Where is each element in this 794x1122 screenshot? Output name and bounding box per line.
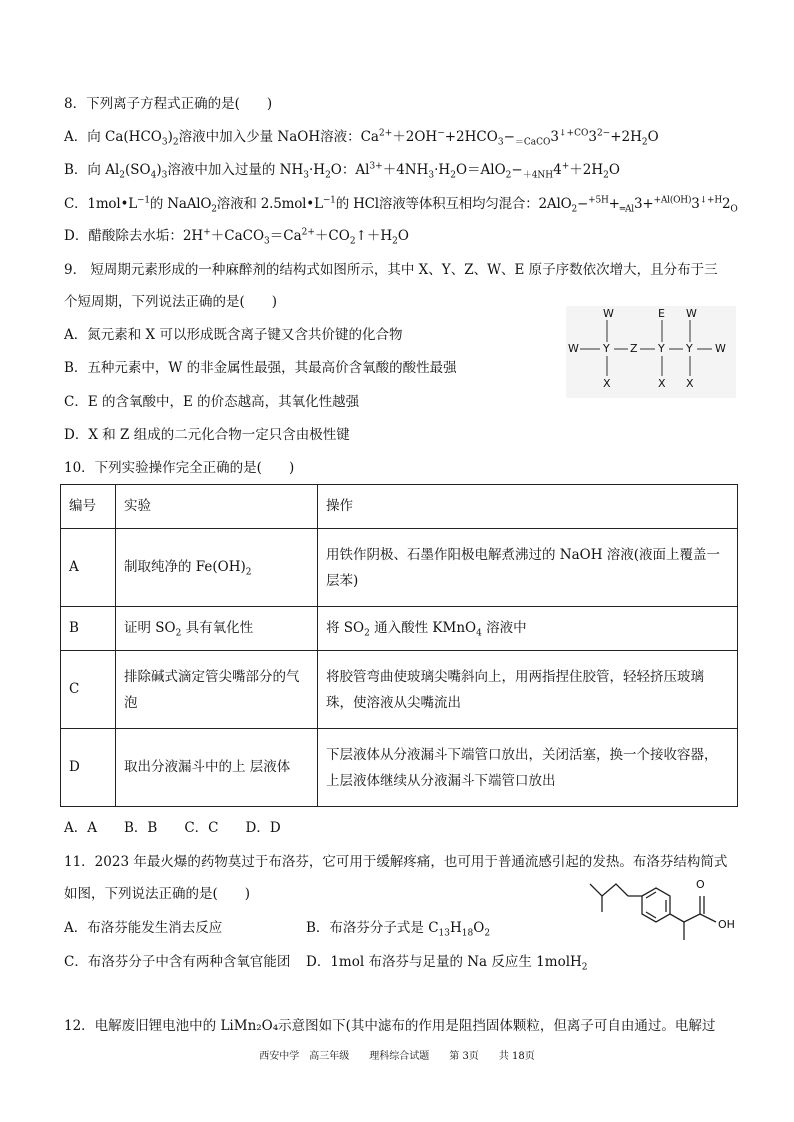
table-row — [61, 729, 738, 807]
row-b-op: 将 $SO_2$ 通入酸性 KMnO$_4$ 溶液中 — [318, 607, 738, 651]
q11-option-a: A．布洛芬能发生消去反应 — [64, 920, 223, 936]
atom-z: Z — [630, 342, 638, 355]
table-row — [61, 607, 738, 651]
q9-option-a: A．氮元素和 X 可以形成既含离子键又含共价键的化合物 — [64, 327, 403, 343]
q9-option-d: D．X 和 Z 组成的二元化合物一定只含由极性键 — [64, 427, 350, 443]
atom-w-top1: W — [603, 307, 614, 320]
atom-e-top: E — [658, 307, 665, 320]
row-b-id: B — [61, 607, 116, 651]
q10-table — [60, 484, 738, 807]
table-row — [61, 529, 738, 607]
row-c-id: C — [61, 651, 116, 729]
structure-bonds — [566, 306, 736, 398]
q9-stem-line1: 9． 短周期元素形成的一种麻醉剂的结构式如图所示，其中 X、Y、Z、W、E 原子序数依次增大，且分布于三 — [64, 262, 718, 278]
q8-option-c: C．$1mol•L^{-1}$的 NaAlO$_2$溶液和 $2.5mol•L^{-1}$的 HCl溶液等体积互相均匀混合：$2AlO_2-^{+5H}+_{═Al}3+^{+Al(OH)}3^{↓+H}2_O$ — [64, 195, 738, 215]
row-a-op: 用铁作阴极、石墨作阳极电解煮沸过的 NaOH 溶液(液面上覆盖一层苯) — [318, 529, 738, 607]
header-id: 编号 — [61, 485, 116, 529]
ibuprofen-structure — [580, 874, 760, 968]
atom-y1: Y — [603, 342, 610, 355]
q11-stem-line2: 如图，下列说法正确的是( ) — [64, 886, 251, 902]
q8-option-a: A．向 $Ca(HCO_3)_2$溶液中加入少量 NaOH溶液：$Ca^{2+}+2OH^-+2HCO_3-_{=CaCO}3^{↓+CO}3^{2-}+2H_2O$ — [64, 128, 659, 148]
page-footer: 西安中学 高三年级 理科综合试题 第 3页 共 18页 — [259, 1051, 535, 1062]
oxygen-label: O — [696, 878, 705, 891]
q9-structure-diagram — [566, 306, 736, 398]
q8-option-b: B．向 $Al_2(SO_4)_3$溶液中加入过量的 $NH_3\cdot H_2O$：$Al^{3+}+4NH_3\cdot H_2O=AlO_2-_{+4NH}4^++2H_2O$ — [64, 161, 620, 181]
q11-option-b: B．布洛芬分子式是 $C_{13}H_{18}O_2$ — [306, 920, 491, 939]
atom-x2: X — [658, 377, 666, 390]
row-d-id: D — [61, 729, 116, 807]
row-d-op: 下层液体从分液漏斗下端管口放出，关闭活塞，换一个接收容器，上层液体继续从分液漏斗下端管口放出 — [318, 729, 738, 807]
header-op: 操作 — [318, 485, 738, 529]
q10-choices: A．A B．B C．C D．D — [64, 820, 281, 836]
q12-stem: 12．电解废旧锂电池中的 LiMn₂O₄示意图如下(其中滤布的作用是阻挡固体颗粒，但离子可自由通过。电解过 — [64, 1018, 716, 1034]
row-b-exp: 证明 $SO_2$ 具有氧化性 — [116, 607, 318, 651]
header-exp: 实验 — [116, 485, 318, 529]
table-header-row — [61, 485, 738, 529]
atom-w-top2: W — [686, 307, 697, 320]
q9-option-c: C．E 的含氧酸中，E 的价态越高，其氧化性越强 — [64, 394, 360, 410]
q8-option-d: D．醋酸除去水垢：$2H^++CaCO_3=Ca^{2+}+CO_2↑+H_2O$ — [64, 227, 409, 247]
q11-option-d: D．1mol 布洛芬与足量的 Na 反应生 1molH$_2$ — [306, 954, 588, 973]
row-a-id: A — [61, 529, 116, 607]
hydroxyl-label: OH — [718, 918, 735, 931]
q10-stem: 10．下列实验操作完全正确的是( ) — [64, 460, 295, 476]
atom-y2: Y — [658, 342, 665, 355]
row-d-exp: 取出分液漏斗中的上 层液体 — [116, 729, 318, 807]
atom-w-left: W — [568, 342, 579, 355]
row-c-exp: 排除碱式滴定管尖嘴部分的气泡 — [116, 651, 318, 729]
table-row — [61, 651, 738, 729]
q8-stem: 8．下列离子方程式正确的是( ) — [64, 96, 273, 112]
atom-y3: Y — [686, 342, 693, 355]
q11-stem-line1: 11．2023 年最火爆的药物莫过于布洛芬，它可用于缓解疼痛，也可用于普通流感引起的发热。布洛芬结构简式 — [64, 854, 728, 870]
q9-stem-line2: 个短周期，下列说法正确的是( ) — [64, 294, 278, 310]
q11-option-c: C．布洛芬分子中含有两种含氧官能团 — [64, 954, 291, 970]
atom-w-right: W — [715, 342, 726, 355]
row-a-exp: 制取纯净的 $Fe(OH)_2$ — [116, 529, 318, 607]
q9-option-b: B．五种元素中，W 的非金属性最强，其最高价含氧酸的酸性最强 — [64, 360, 457, 376]
row-c-op: 将胶管弯曲使玻璃尖嘴斜向上，用两指捏住胶管，轻轻挤压玻璃珠，使溶液从尖嘴流出 — [318, 651, 738, 729]
atom-x3: X — [686, 377, 694, 390]
atom-x1: X — [603, 377, 611, 390]
